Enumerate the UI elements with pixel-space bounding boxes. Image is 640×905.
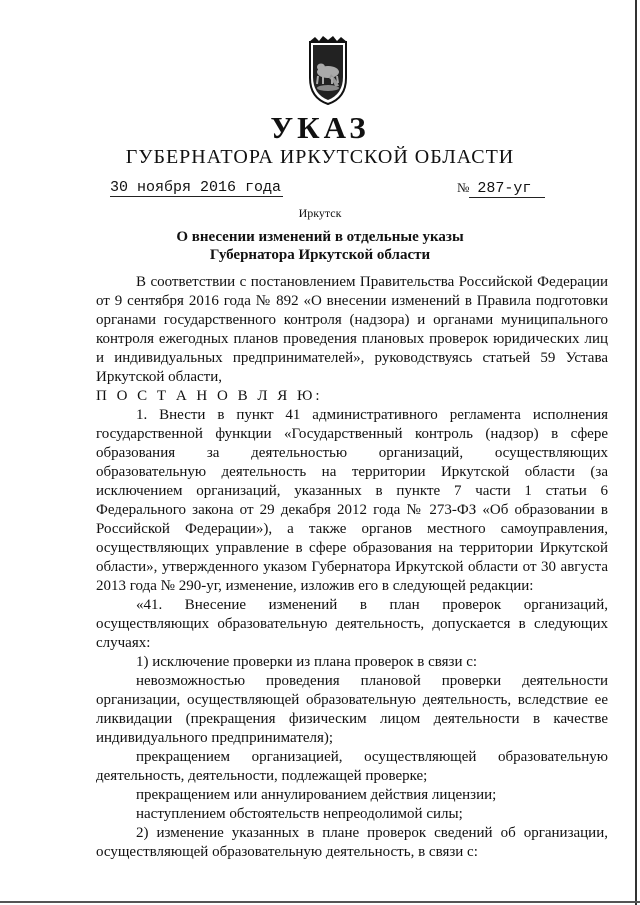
paragraph: В соответствии с постановлением Правительства Российской Федерации от 9 сентября 2016 года № 892 «О внесении изменений в Правила подготовки органами государственного контроля (надзора) и органами муниципального контроля ежегодных планов проведения плановых проверок юридических лиц и индивидуальных предпринимателей», руководствуясь статьей 59 Устава Иркутской области, <box>96 274 608 385</box>
paragraph: 1. Внести в пункт 41 административного регламента исполнения государственной функции «Государственный контроль (надзор) в сфере образования за деятельностью организаций, осуществляющих образовательную деятельность на территории Иркутской области (за исключением организаций, указанных в пункте 7 части 1 статьи 6 Федерального закона от 29 декабря 2012 года № 273-ФЗ «Об образовании в Российской Федерации»), а также органов местного самоуправления, осуществляющих управление в сфере образования на территории Иркутской области», утвержденного указом Губернатора Иркутской области от 30 августа 2013 года № 290-уг, изменение, изложив его в следующей редакции: <box>96 407 608 594</box>
number-sign: № <box>457 180 470 195</box>
document-title <box>0 228 640 264</box>
issuing-authority: ГУБЕРНАТОРА ИРКУТСКОЙ ОБЛАСТИ <box>125 146 515 168</box>
paragraph: невозможностью проведения плановой проверки деятельности организации, осуществляющей образовательную деятельность, вследствие ее ликвидации (прекращения физическим лицом деятельности в качестве индивидуального предпринимателя); <box>96 673 608 746</box>
document-date <box>110 179 283 196</box>
document-type: УКАЗ <box>270 110 370 145</box>
paragraph: «41. Внесение изменений в план проверок организаций, осуществляющих образовательную деятельность, допускается в следующих случаях: <box>96 597 608 651</box>
date-value: 30 ноября 2016 года <box>110 179 282 196</box>
paragraph: прекращением или аннулированием действия лицензии; <box>136 787 497 803</box>
number-value: 287-уг <box>469 180 545 198</box>
document-number <box>457 180 545 198</box>
title-line-2: Губернатора Иркутской области <box>209 247 431 263</box>
irkutsk-coat-of-arms-icon <box>301 36 355 106</box>
paragraph: наступлением обстоятельств непреодолимой силы; <box>136 806 463 822</box>
scan-edge-bottom <box>0 901 640 903</box>
paragraph: 1) исключение проверки из плана проверок в связи с: <box>136 654 478 670</box>
paragraph: прекращением организацией, осуществляющей образовательную деятельность, деятельности, подлежащей проверке; <box>96 749 608 784</box>
paragraph: 2) изменение указанных в плане проверок сведений об организации, осуществляющей образовательную деятельность, в связи с: <box>96 825 608 860</box>
paragraph-decree: П О С Т А Н О В Л Я Ю: <box>96 388 323 404</box>
title-line-1: О внесении изменений в отдельные указы <box>176 229 464 245</box>
document-body <box>96 273 608 862</box>
city: Иркутск <box>298 206 342 220</box>
